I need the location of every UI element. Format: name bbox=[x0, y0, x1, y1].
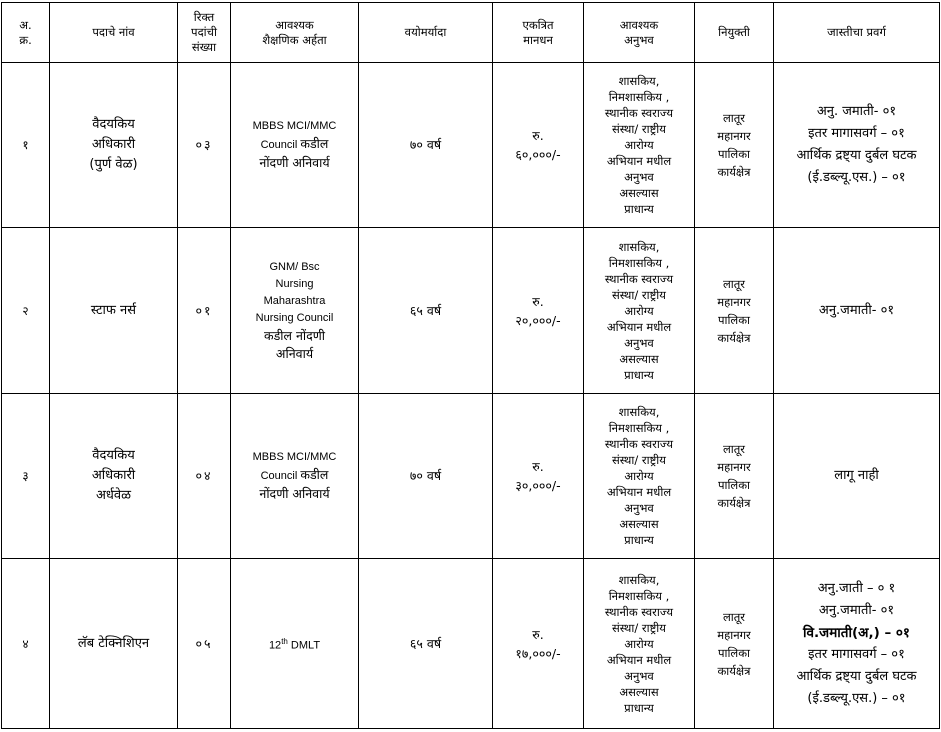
header-qualification: आवश्यक शैक्षणिक अर्हता bbox=[231, 3, 359, 63]
sr-cell: ३ bbox=[2, 394, 50, 559]
pay-cell: रु. ६०,०००/- bbox=[493, 63, 584, 228]
table-row bbox=[2, 394, 940, 559]
header-age-limit: वयोमर्यादा bbox=[359, 3, 493, 63]
pay-cell: रु. ३०,०००/- bbox=[493, 394, 584, 559]
appointment-cell: लातूर महानगर पालिका कार्यक्षेत्र bbox=[695, 559, 774, 729]
header-sr: अ. क्र. bbox=[2, 3, 50, 63]
sr-cell: ४ bbox=[2, 559, 50, 729]
age-cell: ६५ वर्ष bbox=[359, 559, 493, 729]
header-experience: आवश्यक अनुभव bbox=[584, 3, 695, 63]
experience-cell: शासकिय, निमशासकिय , स्थानीक स्वराज्य संस्था/ राष्ट्रीय आरोग्य अभियान मधील अनुभव असल्यास प्राधान्य bbox=[584, 228, 695, 394]
post-cell: वैदयकिय अधिकारी अर्धवेळ bbox=[50, 394, 178, 559]
vacancy-cell: ०३ bbox=[178, 63, 231, 228]
header-post: पदाचे नांव bbox=[50, 3, 178, 63]
vacancy-cell: ०१ bbox=[178, 228, 231, 394]
pay-cell: रु. २०,०००/- bbox=[493, 228, 584, 394]
sr-cell: १ bbox=[2, 63, 50, 228]
table-row bbox=[2, 63, 940, 228]
header-reservation: जास्तीचा प्रवर्ग bbox=[774, 3, 940, 63]
age-cell: ७० वर्ष bbox=[359, 394, 493, 559]
header-pay: एकत्रित मानधन bbox=[493, 3, 584, 63]
pay-cell: रु. १७,०००/- bbox=[493, 559, 584, 729]
experience-cell: शासकिय, निमशासकिय , स्थानीक स्वराज्य संस्था/ राष्ट्रीय आरोग्य अभियान मधील अनुभव असल्यास प्राधान्य bbox=[584, 394, 695, 559]
experience-cell: शासकिय, निमशासकिय , स्थानीक स्वराज्य संस्था/ राष्ट्रीय आरोग्य अभियान मधील अनुभव असल्यास प्राधान्य bbox=[584, 63, 695, 228]
age-cell: ७० वर्ष bbox=[359, 63, 493, 228]
qualification-cell: 12th DMLT bbox=[231, 559, 359, 729]
header-row bbox=[2, 3, 940, 63]
table-row bbox=[2, 228, 940, 394]
reservation-cell: अनु.जमाती- ०१ bbox=[774, 228, 940, 394]
appointment-cell: लातूर महानगर पालिका कार्यक्षेत्र bbox=[695, 394, 774, 559]
appointment-cell: लातूर महानगर पालिका कार्यक्षेत्र bbox=[695, 63, 774, 228]
recruitment-table bbox=[1, 2, 940, 729]
appointment-cell: लातूर महानगर पालिका कार्यक्षेत्र bbox=[695, 228, 774, 394]
post-cell: वैदयकिय अधिकारी (पुर्ण वेळ) bbox=[50, 63, 178, 228]
qualification-cell: GNM/ Bsc Nursing Maharashtra Nursing Council कडील नोंदणी अनिवार्य bbox=[231, 228, 359, 394]
vacancy-cell: ०५ bbox=[178, 559, 231, 729]
reservation-cell: अनु. जमाती- ०१ इतर मागासवर्ग – ०१ आर्थिक द्रष्ट्या दुर्बल घटक (ई.डब्ल्यू.एस.) – ०१ bbox=[774, 63, 940, 228]
post-cell: लॅब टेक्निशिएन bbox=[50, 559, 178, 729]
post-cell: स्टाफ नर्स bbox=[50, 228, 178, 394]
header-appointment: नियुक्ती bbox=[695, 3, 774, 63]
vacancy-cell: ०४ bbox=[178, 394, 231, 559]
qualification-cell: MBBS MCI/MMC Council कडील नोंदणी अनिवार्य bbox=[231, 63, 359, 228]
experience-cell: शासकिय, निमशासकिय , स्थानीक स्वराज्य संस्था/ राष्ट्रीय आरोग्य अभियान मधील अनुभव असल्यास प्राधान्य bbox=[584, 559, 695, 729]
header-vacancy: रिक्त पदांची संख्या bbox=[178, 3, 231, 63]
table-row bbox=[2, 559, 940, 729]
sr-cell: २ bbox=[2, 228, 50, 394]
age-cell: ६५ वर्ष bbox=[359, 228, 493, 394]
reservation-cell: अनु.जाती – ० १ अनु.जमाती- ०१ वि.जमाती(अ,) – ०१ इतर मागासवर्ग – ०१ आर्थिक द्रष्ट्या दुर्बल घटक (ई.डब्ल्यू.एस.) – ०१ bbox=[774, 559, 940, 729]
reservation-cell: लागू नाही bbox=[774, 394, 940, 559]
qualification-cell: MBBS MCI/MMC Council कडील नोंदणी अनिवार्य bbox=[231, 394, 359, 559]
